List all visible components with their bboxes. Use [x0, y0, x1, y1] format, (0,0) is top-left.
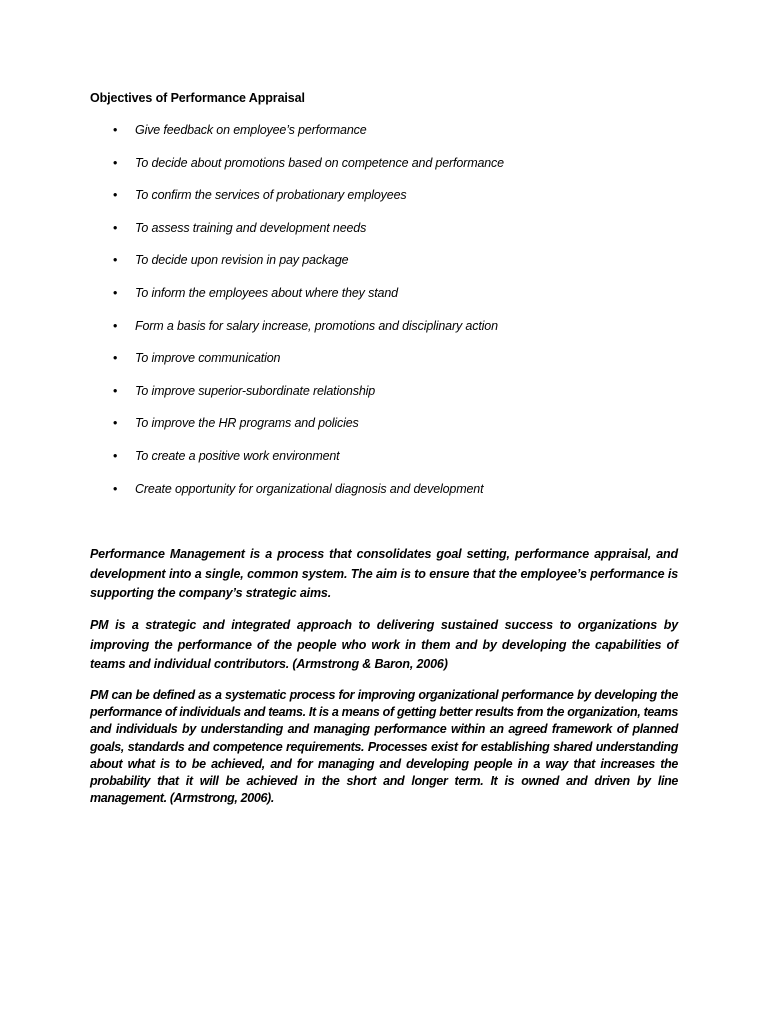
bullet-icon: • [113, 285, 118, 300]
bullet-icon: • [113, 383, 118, 398]
list-item [0, 482, 768, 515]
objective-text: To improve superior-subordinate relationship [135, 383, 376, 398]
bullet-icon: • [113, 220, 118, 235]
list-item [0, 319, 768, 352]
objective-text: Create opportunity for organizational diagnosis and development [135, 481, 484, 496]
bullet-icon: • [113, 416, 118, 431]
objective-text: To create a positive work environment [135, 448, 340, 463]
bullet-icon: • [113, 188, 118, 203]
objective-text: To decide about promotions based on competence and performance [135, 155, 504, 170]
list-item [0, 351, 768, 384]
objective-text: To confirm the services of probationary employees [135, 188, 407, 203]
bullet-icon: • [113, 351, 118, 366]
performance-management-paragraph: Performance Management is a process that consolidates goal setting, performance appraisal, and development into a single, common system. The aim is to ensure that the employee’s performance is supporting the company’s strategic aims. [90, 547, 678, 600]
bullet-icon: • [113, 481, 118, 496]
list-item [0, 188, 768, 221]
objective-text: To assess training and development needs [135, 220, 367, 235]
list-item [0, 449, 768, 482]
objective-text: To decide upon revision in pay package [135, 253, 349, 268]
objective-text: To improve the HR programs and policies [135, 416, 359, 431]
list-item [0, 123, 768, 156]
pm-definition-paragraph: PM can be defined as a systematic process for improving organizational performance by developing the performance of individuals and teams. It is a means of getting better results from the organization, teams and individuals by understanding and managing performance within an agreed framework of planned goals, standards and competence requirements. Processes exist for establishing shared understanding about what is to be achieved, and for managing and developing people in a way that increases the probability that it will be achieved in the short and longer term. It is owned and driven by line management. (Armstrong, 2006). [90, 688, 678, 806]
list-item [0, 286, 768, 319]
objective-text: Form a basis for salary increase, promotions and disciplinary action [135, 318, 498, 333]
objectives-list [0, 123, 768, 514]
section-heading: Objectives of Performance Appraisal [90, 91, 305, 105]
list-item [0, 253, 768, 286]
objective-text: Give feedback on employee’s performance [135, 123, 367, 137]
objective-text: To inform the employees about where they stand [135, 285, 398, 300]
bullet-icon: • [113, 318, 118, 333]
objective-text: To improve communication [135, 351, 281, 366]
list-item [0, 156, 768, 189]
bullet-icon: • [113, 155, 118, 170]
pm-strategic-paragraph: PM is a strategic and integrated approach to delivering sustained success to organizations by improving the performance of the people who work in them and by developing the capabilities of teams and individual contributors. (Armstrong & Baron, 2006) [90, 618, 678, 671]
list-item [0, 384, 768, 417]
list-item [0, 416, 768, 449]
bullet-icon: • [113, 253, 118, 268]
bullet-icon: • [113, 123, 118, 137]
list-item [0, 221, 768, 254]
bullet-icon: • [113, 448, 118, 463]
